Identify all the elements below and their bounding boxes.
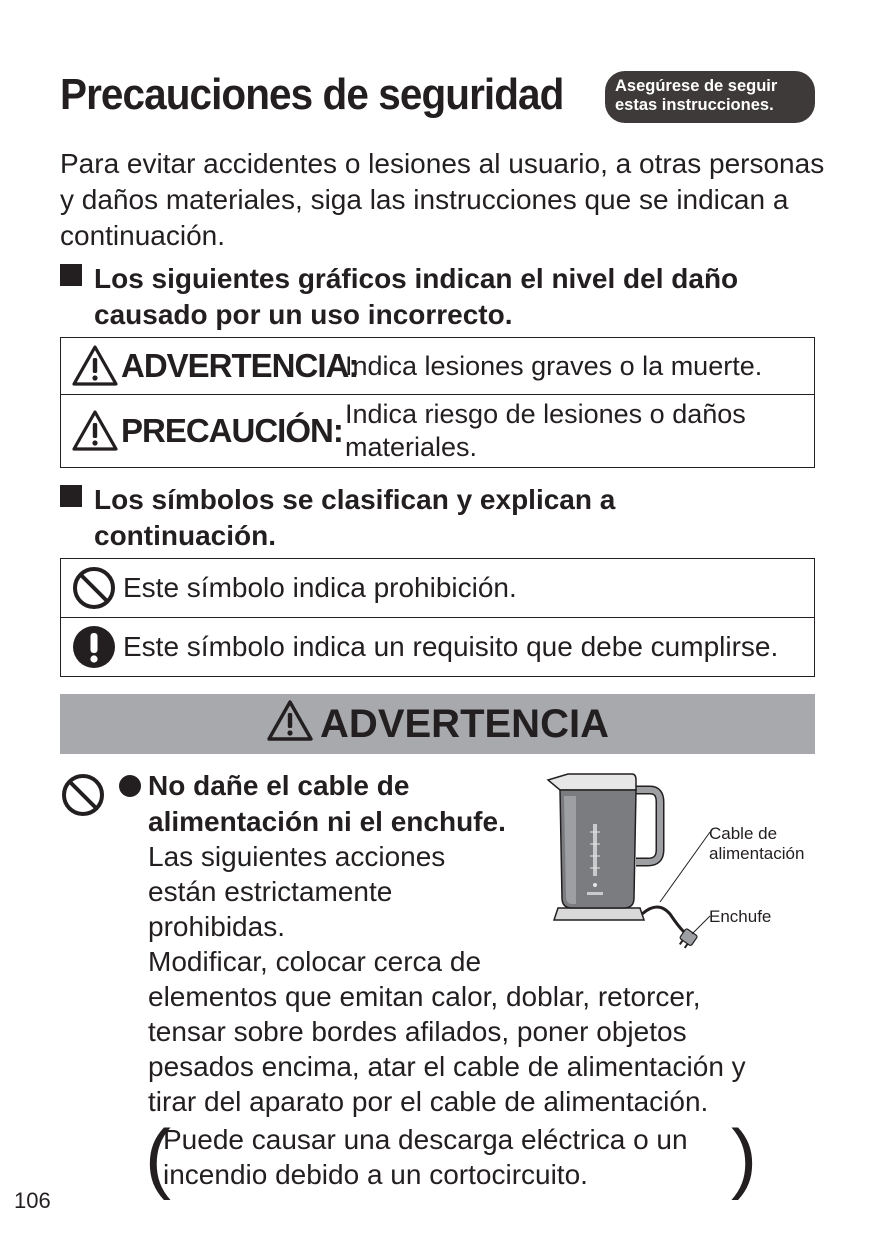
square-bullet-icon [60, 485, 82, 507]
warning-triangle-icon [266, 699, 314, 760]
close-parenthesis: ) [731, 1113, 757, 1201]
note-line-1: Puede causar una descarga eléctrica o un [163, 1124, 688, 1155]
body-line: están estrictamente [148, 876, 393, 907]
callout-power-cord [709, 824, 804, 864]
prohibition-icon [60, 772, 106, 823]
section-heading-line-2: causado por un uso incorrecto. [94, 299, 513, 330]
open-parenthesis: ( [145, 1113, 171, 1201]
symbol-table [60, 558, 815, 677]
symbol-row [61, 559, 815, 618]
page-title: Precauciones de seguridad [60, 70, 564, 119]
prohibition-description: Este símbolo indica prohibición. [123, 572, 517, 603]
body-line: prohibidas. [148, 911, 285, 942]
mandatory-description: Este símbolo indica un requisito que debe cumplirse. [123, 631, 779, 662]
kettle-illustration [540, 768, 820, 968]
hazard-level-table [60, 337, 815, 468]
warning-band-label: ADVERTENCIA [320, 702, 609, 746]
badge-line-1: Asegúrese de seguir [615, 77, 778, 95]
warning-band [60, 694, 815, 754]
advertencia-label: ADVERTENCIA: [121, 347, 359, 384]
section-heading-line-1: Los símbolos se clasifican y explican a [94, 484, 616, 515]
symbol-row [61, 618, 815, 677]
hazard-level-row [61, 395, 815, 468]
warning-item-title-line-2: alimentación ni el enchufe. [148, 806, 506, 837]
section-heading-levels [60, 261, 804, 333]
warning-item-note [163, 1122, 688, 1192]
advertencia-description: Indica lesiones graves o la muerte. [345, 350, 763, 381]
warning-item-title-line-1: No dañe el cable de [148, 770, 410, 801]
warning-triangle-icon [71, 409, 121, 453]
section-heading-line-2: continuación. [94, 520, 276, 551]
body-line: elementos que emitan calor, doblar, retorcer, [148, 981, 701, 1012]
mandatory-exclamation-icon [71, 624, 123, 670]
prohibition-icon [71, 565, 123, 611]
body-line: tensar sobre bordes afilados, poner objetos [148, 1016, 687, 1047]
precaucion-label: PRECAUCIÓN: [121, 412, 343, 449]
body-line: tirar del aparato por el cable de alimentación. [148, 1086, 709, 1117]
callout-cable-line-2: alimentación [709, 844, 805, 863]
body-line: Las siguientes acciones [148, 841, 446, 872]
callout-plug: Enchufe [709, 907, 772, 926]
precaucion-description-line-1: Indica riesgo de lesiones o daños [345, 399, 746, 429]
instruction-badge [605, 71, 815, 123]
body-line: pesados encima, atar el cable de alimentación y [148, 1051, 746, 1082]
bullet-dot-icon [118, 774, 142, 803]
page-number: 106 [14, 1188, 51, 1213]
warning-item-title [148, 768, 506, 840]
badge-line-2: estas instrucciones. [615, 96, 774, 114]
intro-paragraph: Para evitar accidentes o lesiones al usuario, a otras personas y daños materiales, siga las instrucciones que se indican a continuación. [60, 148, 825, 251]
note-line-2: incendio debido a un cortocircuito. [163, 1159, 588, 1190]
square-bullet-icon [60, 264, 82, 286]
warning-triangle-icon [71, 344, 121, 388]
hazard-level-row [61, 338, 815, 395]
section-heading-symbols [60, 482, 804, 554]
precaucion-description-line-2: materiales. [345, 432, 478, 462]
section-heading-line-1: Los siguientes gráficos indican el nivel del daño [94, 263, 739, 294]
body-line: Modificar, colocar cerca de [148, 946, 482, 977]
callout-cable-line-1: Cable de [709, 824, 778, 843]
